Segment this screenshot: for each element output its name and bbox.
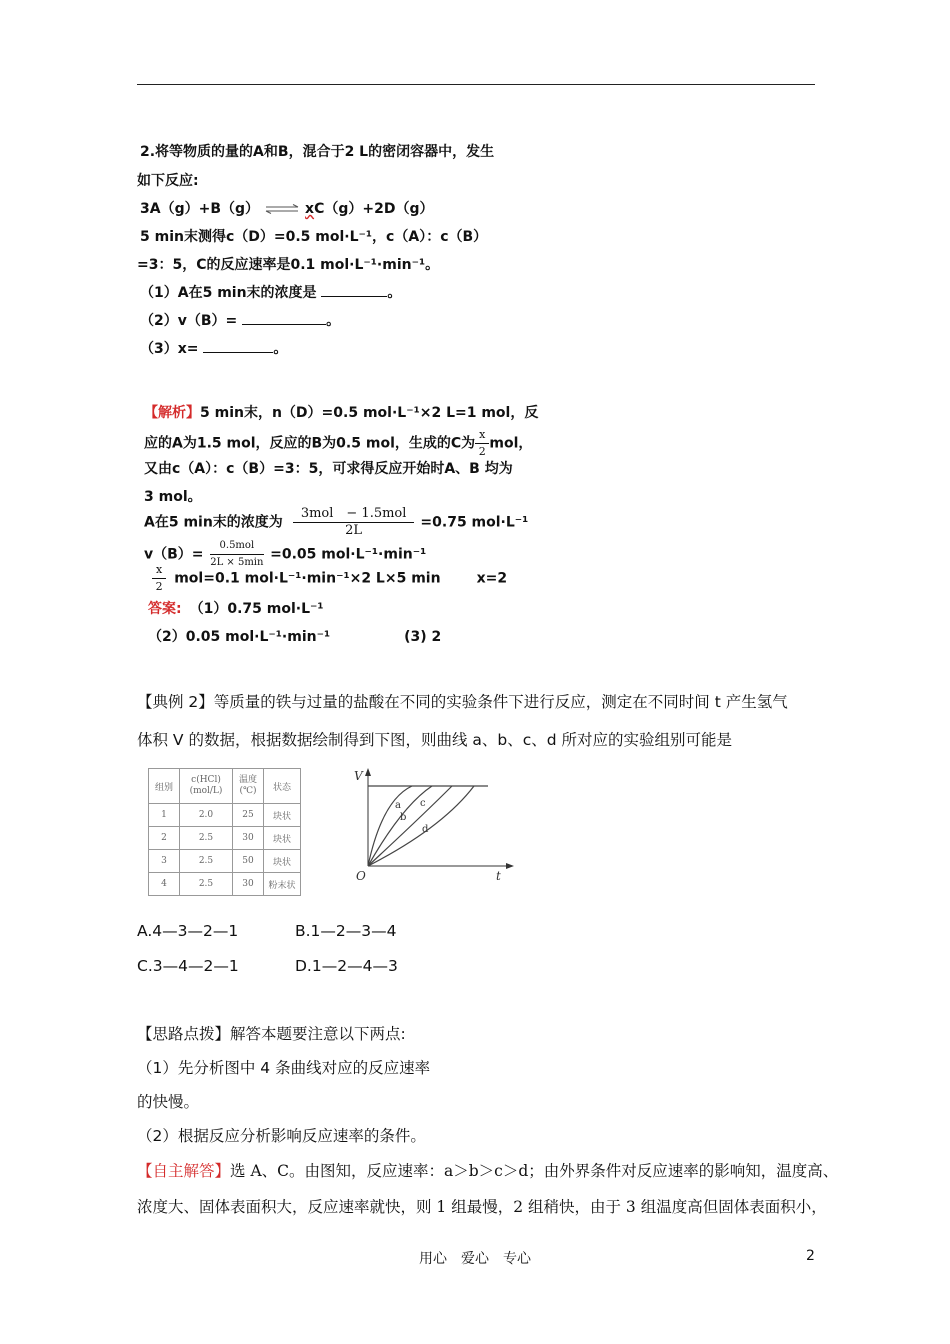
option-b: B.1—2—3—4 <box>295 922 397 940</box>
header-rule <box>137 84 815 85</box>
example-line-2: 体积 V 的数据，根据数据绘制得到下图，则曲线 a、b、c、d 所对应的实验组别可能是 <box>137 731 733 749</box>
answer-1: （1）0.75 mol·L⁻¹ <box>189 601 324 617</box>
problem-line-1: 2.将等物质的量的A和B，混合于2 L的密闭容器中，发生 <box>140 144 495 160</box>
x-axis-label: t <box>496 869 501 883</box>
hint-title: 【思路点拨】解答本题要注意以下两点: <box>137 1025 406 1043</box>
question-1-text: （1）A在5 min末的浓度是 <box>140 285 317 301</box>
curve-label-a: a <box>395 800 401 811</box>
analysis-line-1 <box>144 402 538 422</box>
table-cell: 块状 <box>264 804 301 827</box>
analysis-line-7b: x=2 <box>476 570 508 587</box>
analysis-line-3: 又由c（A）：c（B）=3：5，可求得反应开始时A、B 均为 <box>144 461 513 477</box>
table-cell: 2.5 <box>180 850 233 873</box>
question-3-end: 。 <box>273 341 288 357</box>
option-c: C.3—4—2—1 <box>137 957 239 975</box>
question-3 <box>140 338 287 358</box>
table-row <box>149 850 301 873</box>
solution-line-1-text: 选 A、C。由图知，反应速率：a＞b＞c＞d；由外界条件对反应速率的影响知，温度高、 <box>230 1162 839 1180</box>
analysis-line-7 <box>152 562 507 595</box>
table-cell: 2.5 <box>180 873 233 896</box>
problem-line-5: =3：5，C的反应速率是0.1 mol·L⁻¹·min⁻¹。 <box>137 257 440 273</box>
option-a: A.4—3—2—1 <box>137 922 239 940</box>
origin-label: O <box>356 869 366 883</box>
curve-c <box>368 786 452 866</box>
table-row <box>149 804 301 827</box>
curve-label-b: b <box>400 812 407 823</box>
answer-blank-1 <box>321 282 387 297</box>
analysis-line-2 <box>144 427 532 460</box>
analysis-tag: 【解析】 <box>144 405 200 421</box>
question-1 <box>140 282 401 302</box>
problem-line-2: 如下反应: <box>137 173 199 189</box>
table-row <box>149 873 301 896</box>
question-3-text: （3）x= <box>140 341 199 357</box>
curve-label-d: d <box>422 824 429 835</box>
table-cell: 粉末状 <box>264 873 301 896</box>
question-2-text: （2）v（B）= <box>140 313 238 329</box>
answer-line-1 <box>148 598 324 618</box>
x-axis-arrow-icon <box>506 863 514 869</box>
solution-tag: 【自主解答】 <box>137 1162 231 1180</box>
curve-label-c: c <box>420 798 426 809</box>
analysis-line-5b: =0.75 mol·L⁻¹ <box>420 514 529 531</box>
answer-3: (3) 2 <box>404 629 442 645</box>
analysis-line-2b: mol， <box>489 435 533 452</box>
y-axis-label: V <box>354 769 363 783</box>
fraction-x-over-2-b: $\frac{x}{2}$ <box>152 562 166 595</box>
table-cell: 块状 <box>264 850 301 873</box>
hint-point-2: （2）根据反应分析影响反应速率的条件。 <box>137 1127 426 1145</box>
table-cell: 2.5 <box>180 827 233 850</box>
equation-x: x <box>305 201 315 217</box>
table-header-row <box>149 769 301 804</box>
table-header: 状态 <box>264 769 301 804</box>
table-cell: 30 <box>233 827 264 850</box>
analysis-line-6b: =0.05 mol·L⁻¹·min⁻¹ <box>270 546 427 563</box>
table-header: 组别 <box>149 769 180 804</box>
analysis-line-1-text: 5 min末，n（D）=0.5 mol·L⁻¹×2 L=1 mol，反 <box>200 405 539 421</box>
answer-line-2 <box>148 626 441 646</box>
equilibrium-arrow-icon <box>265 204 299 214</box>
hint-point-1-cont: 的快慢。 <box>137 1093 200 1111</box>
page-footer: 用心 爱心 专心 <box>419 1251 531 1267</box>
table-header: c(HCl) (mol/L) <box>180 769 233 804</box>
y-axis-arrow-icon <box>365 768 371 776</box>
reaction-equation <box>140 198 433 218</box>
question-2-end: 。 <box>326 313 341 329</box>
table-cell: 1 <box>149 804 180 827</box>
answer-2: （2）0.05 mol·L⁻¹·min⁻¹ <box>148 629 331 645</box>
volume-time-graph <box>348 766 518 884</box>
table-cell: 30 <box>233 873 264 896</box>
table-cell: 2.0 <box>180 804 233 827</box>
analysis-line-2a: 应的A为1.5 mol，反应的B为0.5 mol，生成的C为 <box>144 435 476 452</box>
answer-blank-3 <box>203 338 273 353</box>
table-cell: 50 <box>233 850 264 873</box>
table-cell: 25 <box>233 804 264 827</box>
table-cell: 3 <box>149 850 180 873</box>
example-line-1: 【典例 2】等质量的铁与过量的盐酸在不同的实验条件下进行反应，测定在不同时间 t 产生氢气 <box>137 693 788 711</box>
analysis-line-6a: v（B）= <box>144 546 204 563</box>
table-row <box>149 827 301 850</box>
hint-point-1: （1）先分析图中 4 条曲线对应的反应速率 <box>137 1059 431 1077</box>
analysis-line-5a: A在5 min末的浓度为 <box>144 514 283 531</box>
table-cell: 4 <box>149 873 180 896</box>
question-1-end: 。 <box>387 285 402 301</box>
analysis-line-4: 3 mol。 <box>144 489 202 505</box>
problem-line-4: 5 min末测得c（D）=0.5 mol·L⁻¹，c（A）：c（B） <box>140 229 488 245</box>
solution-line-2: 浓度大、固体表面积大，反应速率就快，则 1 组最慢，2 组稍快，由于 3 组温度高但固体表面积小， <box>137 1198 827 1216</box>
question-2 <box>140 310 340 330</box>
solution-line-1 <box>137 1159 838 1181</box>
answer-blank-2 <box>242 310 326 325</box>
table-cell: 块状 <box>264 827 301 850</box>
table-cell: 2 <box>149 827 180 850</box>
fraction-x-over-2: $\frac{x}{2}$ <box>475 427 489 460</box>
fraction-rate: $\frac{\text{0.5mol}}{2L \times 5\min}$ <box>210 540 264 568</box>
analysis-line-7a: mol=0.1 mol·L⁻¹·min⁻¹×2 L×5 min <box>174 570 441 587</box>
table-header: 温度 (℃) <box>233 769 264 804</box>
answer-tag: 答案: <box>148 601 182 617</box>
equation-right: C（g）+2D（g） <box>314 201 434 217</box>
analysis-line-5 <box>144 506 528 539</box>
fraction-concentration: $\frac{\text{3mol − 1.5mol}}{2L}$ <box>293 506 415 539</box>
experiment-table <box>148 768 301 896</box>
equation-left: 3A（g）+B（g） <box>140 201 260 217</box>
page-number: 2 <box>806 1248 815 1264</box>
option-d: D.1—2—4—3 <box>295 957 398 975</box>
